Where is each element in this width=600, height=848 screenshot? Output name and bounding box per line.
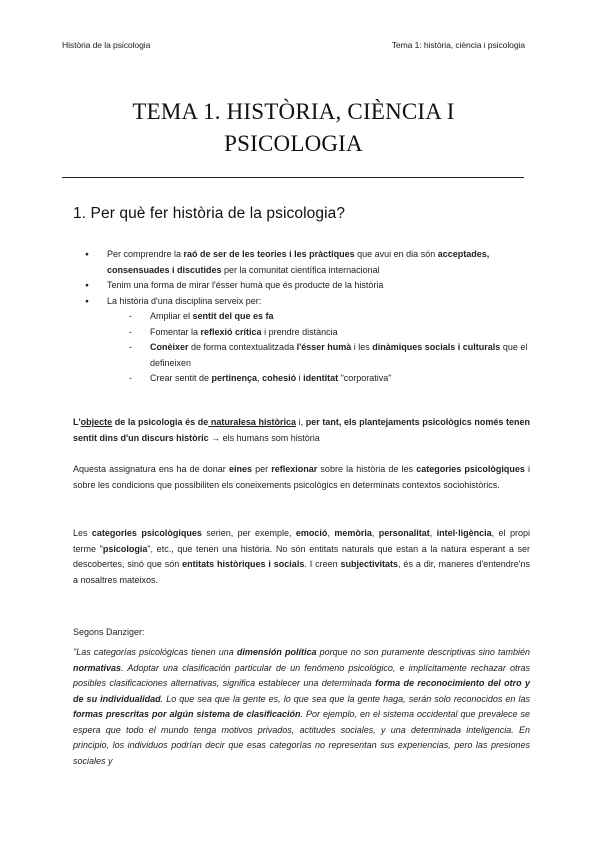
bold-text: cohesió bbox=[262, 373, 297, 383]
text-run: per bbox=[251, 464, 272, 474]
paragraph-objecte bbox=[73, 415, 530, 446]
bullet-item bbox=[85, 247, 531, 278]
text-run: Aquesta assignatura ens ha de donar bbox=[73, 464, 229, 474]
bold-text: entitats històriques i socials bbox=[182, 559, 305, 569]
text-run: per la comunitat científica internacional bbox=[221, 264, 380, 275]
paragraph-danziger-intro bbox=[73, 625, 530, 641]
bold-text: forma de reconocimiento del otro y de su individualidad bbox=[73, 678, 530, 704]
text-run: Crear sentit de bbox=[150, 373, 212, 383]
text-run: serien, per exemple, bbox=[201, 528, 296, 538]
text-run: Ampliar el bbox=[150, 311, 193, 321]
text-run: . Adoptar una clasificación particular de un fenómeno psicológico, e implícitamente rechazar otras posibles clasificaciones alternativas, significa establecer una determinada bbox=[73, 662, 530, 688]
text-run: Fomentar la bbox=[150, 326, 201, 337]
bold-text: L' bbox=[73, 417, 81, 427]
text-run: sobre la història de les bbox=[317, 464, 417, 474]
bold-text: eines bbox=[228, 464, 252, 474]
bold-text: reflexió crítica bbox=[200, 326, 262, 337]
quote-danziger bbox=[73, 645, 530, 769]
bold-text: identitat bbox=[303, 373, 339, 383]
bold-text: acceptades, consensuades i discutides bbox=[107, 249, 490, 275]
bold-text: emoció bbox=[295, 528, 328, 538]
text-run: → els humans som història bbox=[208, 432, 320, 443]
text-run: , el propi terme " bbox=[73, 528, 530, 554]
bullet-item bbox=[85, 294, 531, 387]
bold-text: l'ésser humà bbox=[296, 342, 352, 352]
title-line-2: PSICOLOGIA bbox=[224, 131, 363, 156]
bullet-list bbox=[85, 247, 531, 387]
bold-text: personalitat bbox=[378, 528, 430, 538]
text-run: ", etc., que tenen una història. No són entitats naturals que estan a la natura esperant a ser descobertes, sinó que són bbox=[73, 543, 530, 569]
bold-text: normativas bbox=[73, 662, 122, 673]
paragraph-assignatura bbox=[73, 462, 530, 493]
text-run: porque no son puramente descriptivas sino también bbox=[316, 647, 531, 657]
text-run: que el defineixen bbox=[150, 342, 528, 368]
bold-text: intel·ligència bbox=[436, 528, 492, 538]
text-run: Tenim una forma de mirar l'ésser humà que és producte de la història bbox=[107, 280, 384, 290]
bullet-item bbox=[85, 278, 531, 294]
text-run: i sobre les condicions que possibiliten els coneixements psicològics en determinats contextos sociohistòrics. bbox=[73, 464, 530, 490]
bold-text: Conèixer bbox=[150, 342, 189, 352]
text-run: , és a dir, maneres d'entendre'ns a nosaltres mateixos. bbox=[73, 559, 530, 585]
text-run: . Por ejemplo, en el sistema occidental que prevalece se espera que todo el mundo tenga motivos privados, actitudes sociales, y una determinada inteligencia. En principio, los individuos podrían decir que esas categorías no representan sus experiencias, pero las presiones sociales y bbox=[73, 709, 530, 766]
document-title bbox=[62, 96, 525, 160]
header-right: Tema 1: història, ciència i psicologia bbox=[391, 40, 525, 50]
page-header bbox=[62, 40, 525, 50]
sub-list bbox=[107, 309, 531, 387]
text-run: Segons Danziger: bbox=[73, 627, 145, 637]
text-run: , bbox=[257, 373, 263, 383]
bold-text: reflexionar bbox=[271, 464, 318, 474]
text-run: i les bbox=[351, 342, 373, 352]
text-run: Per comprendre la bbox=[107, 249, 184, 259]
text-run: "Las categorías psicológicas tienen una bbox=[73, 647, 237, 657]
section-heading: 1. Per què fer història de la psicologia? bbox=[73, 205, 346, 222]
text-run: i prendre distància bbox=[261, 326, 338, 337]
bold-text: categories psicològiques bbox=[91, 528, 202, 538]
bold-text: naturalesa històrica bbox=[208, 417, 297, 427]
text-run: Les bbox=[73, 528, 92, 538]
title-line-1: TEMA 1. HISTÒRIA, CIÈNCIA I bbox=[132, 99, 455, 124]
bold-text: raó de ser de les teories i les pràctiques bbox=[183, 249, 355, 259]
sub-list-item bbox=[129, 325, 531, 341]
bold-text: memòria bbox=[334, 528, 372, 538]
text-run: i, bbox=[296, 417, 306, 427]
title-underline-rule bbox=[62, 177, 524, 178]
text-run: . I creen bbox=[304, 559, 341, 569]
bold-text: pertinença bbox=[211, 373, 258, 383]
bold-text: de la psicologia és de bbox=[112, 417, 209, 427]
bold-text: sentit del que es fa bbox=[192, 311, 274, 321]
bold-text: psicologia bbox=[102, 543, 148, 554]
bold-text: dimensión política bbox=[236, 647, 317, 657]
text-run: que avui en dia són bbox=[354, 249, 438, 259]
text-run: . Lo que sea que la gente es, lo que sea que la gente haga, serán solo reconocidos en las bbox=[160, 693, 531, 704]
bold-text: subjectivitats bbox=[340, 559, 399, 569]
text-run: "corporativa" bbox=[338, 373, 392, 383]
text-run: , bbox=[429, 528, 437, 538]
sub-list-item bbox=[129, 371, 531, 387]
sub-list-item bbox=[129, 340, 531, 371]
bold-text: objecte bbox=[80, 417, 113, 427]
bold-text: categories psicològiques bbox=[416, 464, 525, 474]
header-left: Història de la psicologia bbox=[62, 40, 151, 50]
paragraph-categories bbox=[73, 526, 530, 588]
bold-text: dinàmiques socials i culturals bbox=[372, 342, 501, 352]
sub-list-item bbox=[129, 309, 531, 325]
text-run: , bbox=[371, 528, 379, 538]
text-run: i bbox=[296, 373, 304, 383]
text-run: , bbox=[327, 528, 335, 538]
text-run: La història d'una disciplina serveix per: bbox=[107, 295, 262, 306]
text-run: de forma contextualitzada bbox=[188, 342, 297, 352]
bold-text: per tant, els plantejaments psicològics només tenen sentit dins d'un discurs històric bbox=[73, 417, 530, 443]
bold-text: formas prescritas por algún sistema de clasificación bbox=[73, 709, 301, 719]
